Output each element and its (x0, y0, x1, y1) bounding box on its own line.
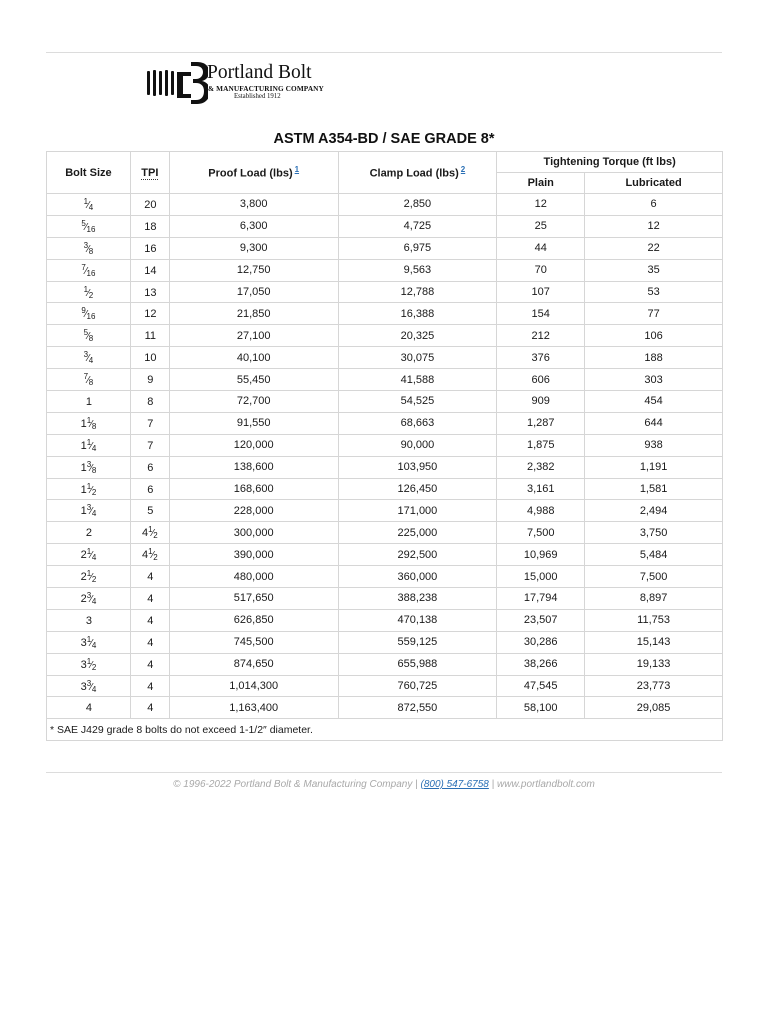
torque-lubricated-cell: 35 (585, 259, 723, 281)
bolt-size-cell: $3^1⁄4$ (47, 631, 131, 653)
torque-plain-cell: 1,875 (497, 434, 585, 456)
footer-site: | www.portlandbolt.com (488, 779, 595, 790)
clamp-load-cell: 171,000 (338, 500, 497, 522)
header-tightening-torque: Tightening Torque (ft lbs) (497, 152, 723, 173)
top-divider (46, 52, 722, 53)
bolt-size-cell: $3^1⁄2$ (47, 653, 131, 675)
bolt-size-cell: $1^1⁄2$ (47, 478, 131, 500)
proof-load-cell: 228,000 (169, 500, 338, 522)
clamp-load-cell: 103,950 (338, 456, 497, 478)
bolt-size-cell: $2^1⁄4$ (47, 544, 131, 566)
header-plain: Plain (497, 173, 585, 194)
bolt-spec-table (46, 151, 723, 741)
torque-plain-cell: 7,500 (497, 522, 585, 544)
tpi-cell: 14 (130, 259, 169, 281)
torque-plain-cell: 606 (497, 369, 585, 391)
bolt-size-cell: $^1$⁄4 (47, 194, 131, 216)
clamp-load-cell: 655,988 (338, 653, 497, 675)
torque-lubricated-cell: 938 (585, 434, 723, 456)
proof-load-cell: 1,163,400 (169, 697, 338, 719)
header-tpi[interactable]: TPI (130, 152, 169, 194)
torque-lubricated-cell: 2,494 (585, 500, 723, 522)
proof-load-cell: 72,700 (169, 391, 338, 413)
clamp-load-cell: 388,238 (338, 588, 497, 610)
bolt-size-cell: $1^3⁄8$ (47, 456, 131, 478)
header-bolt-size: Bolt Size (47, 152, 131, 194)
torque-plain-cell: 23,507 (497, 609, 585, 631)
proof-load-cell: 55,450 (169, 369, 338, 391)
proof-load-cell: 120,000 (169, 434, 338, 456)
clamp-load-cell: 760,725 (338, 675, 497, 697)
tpi-cell: 8 (130, 391, 169, 413)
tpi-cell: 16 (130, 237, 169, 259)
tpi-cell: 13 (130, 281, 169, 303)
torque-plain-cell: 154 (497, 303, 585, 325)
table-title: ASTM A354-BD / SAE GRADE 8* (273, 131, 495, 147)
torque-lubricated-cell: 1,191 (585, 456, 723, 478)
table-row (47, 303, 723, 325)
torque-lubricated-cell: 12 (585, 215, 723, 237)
torque-plain-cell: 212 (497, 325, 585, 347)
table-row (47, 675, 723, 697)
tpi-cell: 10 (130, 347, 169, 369)
torque-lubricated-cell: 19,133 (585, 653, 723, 675)
proof-load-cell: 40,100 (169, 347, 338, 369)
tpi-cell: $4^1⁄2$ (130, 522, 169, 544)
proof-load-cell: 626,850 (169, 609, 338, 631)
torque-lubricated-cell: 106 (585, 325, 723, 347)
clamp-load-cell: 4,725 (338, 215, 497, 237)
torque-lubricated-cell: 188 (585, 347, 723, 369)
bolt-size-cell: $^3$⁄4 (47, 347, 131, 369)
tpi-cell: 20 (130, 194, 169, 216)
proof-load-cell: 9,300 (169, 237, 338, 259)
tpi-cell: 4 (130, 609, 169, 631)
table-row (47, 500, 723, 522)
clamp-load-cell: 470,138 (338, 609, 497, 631)
table-row (47, 347, 723, 369)
footer-phone-link[interactable]: (800) 547-6758 (420, 779, 489, 790)
logo-established: Established 1912 (234, 93, 281, 100)
tpi-cell: 7 (130, 412, 169, 434)
table-row (47, 259, 723, 281)
tpi-cell: 4 (130, 566, 169, 588)
clamp-load-cell: 68,663 (338, 412, 497, 434)
table-row (47, 522, 723, 544)
bolt-size-cell: $^7$⁄8 (47, 369, 131, 391)
header-lubricated: Lubricated (585, 173, 723, 194)
clamp-load-cell: 9,563 (338, 259, 497, 281)
bolt-size-cell: $^7$⁄16 (47, 259, 131, 281)
bolt-size-cell: $1^1⁄8$ (47, 412, 131, 434)
tpi-cell: $4^1⁄2$ (130, 544, 169, 566)
bolt-size-cell: 4 (47, 697, 131, 719)
torque-lubricated-cell: 11,753 (585, 609, 723, 631)
torque-plain-cell: 12 (497, 194, 585, 216)
torque-lubricated-cell: 454 (585, 391, 723, 413)
clamp-load-footnote-link[interactable]: 2 (460, 165, 466, 175)
tpi-cell: 6 (130, 456, 169, 478)
tpi-cell: 4 (130, 653, 169, 675)
clamp-load-cell: 30,075 (338, 347, 497, 369)
torque-lubricated-cell: 29,085 (585, 697, 723, 719)
proof-load-cell: 17,050 (169, 281, 338, 303)
clamp-load-cell: 2,850 (338, 194, 497, 216)
logo-company-name: Portland Bolt (207, 62, 312, 83)
proof-load-cell: 12,750 (169, 259, 338, 281)
tpi-cell: 4 (130, 588, 169, 610)
clamp-load-cell: 6,975 (338, 237, 497, 259)
torque-plain-cell: 15,000 (497, 566, 585, 588)
torque-plain-cell: 58,100 (497, 697, 585, 719)
torque-plain-cell: 4,988 (497, 500, 585, 522)
tpi-cell: 5 (130, 500, 169, 522)
torque-lubricated-cell: 15,143 (585, 631, 723, 653)
torque-plain-cell: 47,545 (497, 675, 585, 697)
clamp-load-cell: 54,525 (338, 391, 497, 413)
footnote: * SAE J429 grade 8 bolts do not exceed 1-1/2″ diameter. (47, 719, 723, 741)
bolt-size-cell: $^5$⁄16 (47, 215, 131, 237)
bolt-size-cell: 2 (47, 522, 131, 544)
clamp-load-cell: 16,388 (338, 303, 497, 325)
footer-copyright: © 1996-2022 Portland Bolt & Manufacturing Company | (173, 779, 421, 790)
torque-plain-cell: 17,794 (497, 588, 585, 610)
clamp-load-cell: 12,788 (338, 281, 497, 303)
clamp-load-cell: 559,125 (338, 631, 497, 653)
table-row (47, 434, 723, 456)
proof-load-cell: 745,500 (169, 631, 338, 653)
table-row (47, 194, 723, 216)
clamp-load-cell: 360,000 (338, 566, 497, 588)
tpi-cell: 18 (130, 215, 169, 237)
company-logo[interactable] (146, 60, 346, 108)
bolt-size-cell: $2^1⁄2$ (47, 566, 131, 588)
torque-lubricated-cell: 6 (585, 194, 723, 216)
proof-load-cell: 390,000 (169, 544, 338, 566)
table-row (47, 325, 723, 347)
torque-plain-cell: 1,287 (497, 412, 585, 434)
torque-plain-cell: 30,286 (497, 631, 585, 653)
tpi-cell: 4 (130, 697, 169, 719)
proof-load-footnote-link[interactable]: 1 (294, 165, 300, 175)
table-row (47, 391, 723, 413)
torque-plain-cell: 10,969 (497, 544, 585, 566)
clamp-load-cell: 225,000 (338, 522, 497, 544)
bottom-divider (46, 772, 722, 773)
torque-lubricated-cell: 8,897 (585, 588, 723, 610)
torque-lubricated-cell: 23,773 (585, 675, 723, 697)
bolt-mark-icon (146, 60, 208, 108)
bolt-size-cell: 3 (47, 609, 131, 631)
header-clamp-load: Clamp Load (lbs) $^2$ (338, 152, 497, 194)
torque-plain-cell: 2,382 (497, 456, 585, 478)
tpi-cell: 7 (130, 434, 169, 456)
table-row (47, 631, 723, 653)
proof-load-cell: 138,600 (169, 456, 338, 478)
clamp-load-cell: 90,000 (338, 434, 497, 456)
table-row (47, 609, 723, 631)
table-row (47, 237, 723, 259)
page-footer (46, 779, 722, 790)
bolt-size-cell: $1^3⁄4$ (47, 500, 131, 522)
bolt-size-cell: $^1$⁄2 (47, 281, 131, 303)
torque-plain-cell: 44 (497, 237, 585, 259)
torque-lubricated-cell: 77 (585, 303, 723, 325)
clamp-load-cell: 126,450 (338, 478, 497, 500)
bolt-size-cell: $1^1⁄4$ (47, 434, 131, 456)
table-row (47, 544, 723, 566)
tpi-cell: 6 (130, 478, 169, 500)
torque-lubricated-cell: 303 (585, 369, 723, 391)
torque-lubricated-cell: 53 (585, 281, 723, 303)
bolt-size-cell: $^9$⁄16 (47, 303, 131, 325)
proof-load-cell: 1,014,300 (169, 675, 338, 697)
proof-load-cell: 300,000 (169, 522, 338, 544)
header-proof-load: Proof Load (lbs) $^1$ (169, 152, 338, 194)
torque-lubricated-cell: 1,581 (585, 478, 723, 500)
table-row (47, 588, 723, 610)
table-row (47, 412, 723, 434)
torque-plain-cell: 107 (497, 281, 585, 303)
proof-load-cell: 874,650 (169, 653, 338, 675)
torque-lubricated-cell: 644 (585, 412, 723, 434)
clamp-load-cell: 20,325 (338, 325, 497, 347)
tpi-cell: 9 (130, 369, 169, 391)
torque-plain-cell: 70 (497, 259, 585, 281)
proof-load-cell: 517,650 (169, 588, 338, 610)
proof-load-cell: 168,600 (169, 478, 338, 500)
proof-load-cell: 6,300 (169, 215, 338, 237)
table-row (47, 215, 723, 237)
logo-subtitle: & MANUFACTURING COMPANY (208, 84, 324, 93)
clamp-load-cell: 41,588 (338, 369, 497, 391)
torque-plain-cell: 38,266 (497, 653, 585, 675)
torque-lubricated-cell: 22 (585, 237, 723, 259)
bolt-size-cell: $^3$⁄8 (47, 237, 131, 259)
proof-load-cell: 21,850 (169, 303, 338, 325)
clamp-load-cell: 292,500 (338, 544, 497, 566)
table-row (47, 697, 723, 719)
proof-load-cell: 480,000 (169, 566, 338, 588)
table-row (47, 653, 723, 675)
bolt-size-cell: $2^3⁄4$ (47, 588, 131, 610)
torque-lubricated-cell: 3,750 (585, 522, 723, 544)
tpi-cell: 4 (130, 631, 169, 653)
torque-plain-cell: 376 (497, 347, 585, 369)
proof-load-cell: 27,100 (169, 325, 338, 347)
table-row (47, 281, 723, 303)
table-row (47, 369, 723, 391)
torque-plain-cell: 3,161 (497, 478, 585, 500)
table-row (47, 456, 723, 478)
tpi-cell: 12 (130, 303, 169, 325)
tpi-cell: 4 (130, 675, 169, 697)
torque-lubricated-cell: 5,484 (585, 544, 723, 566)
bolt-size-cell: $3^3⁄4$ (47, 675, 131, 697)
torque-plain-cell: 25 (497, 215, 585, 237)
bolt-size-cell: 1 (47, 391, 131, 413)
clamp-load-cell: 872,550 (338, 697, 497, 719)
table-row (47, 478, 723, 500)
table-row (47, 566, 723, 588)
torque-lubricated-cell: 7,500 (585, 566, 723, 588)
proof-load-cell: 3,800 (169, 194, 338, 216)
torque-plain-cell: 909 (497, 391, 585, 413)
tpi-cell: 11 (130, 325, 169, 347)
proof-load-cell: 91,550 (169, 412, 338, 434)
bolt-size-cell: $^5$⁄8 (47, 325, 131, 347)
